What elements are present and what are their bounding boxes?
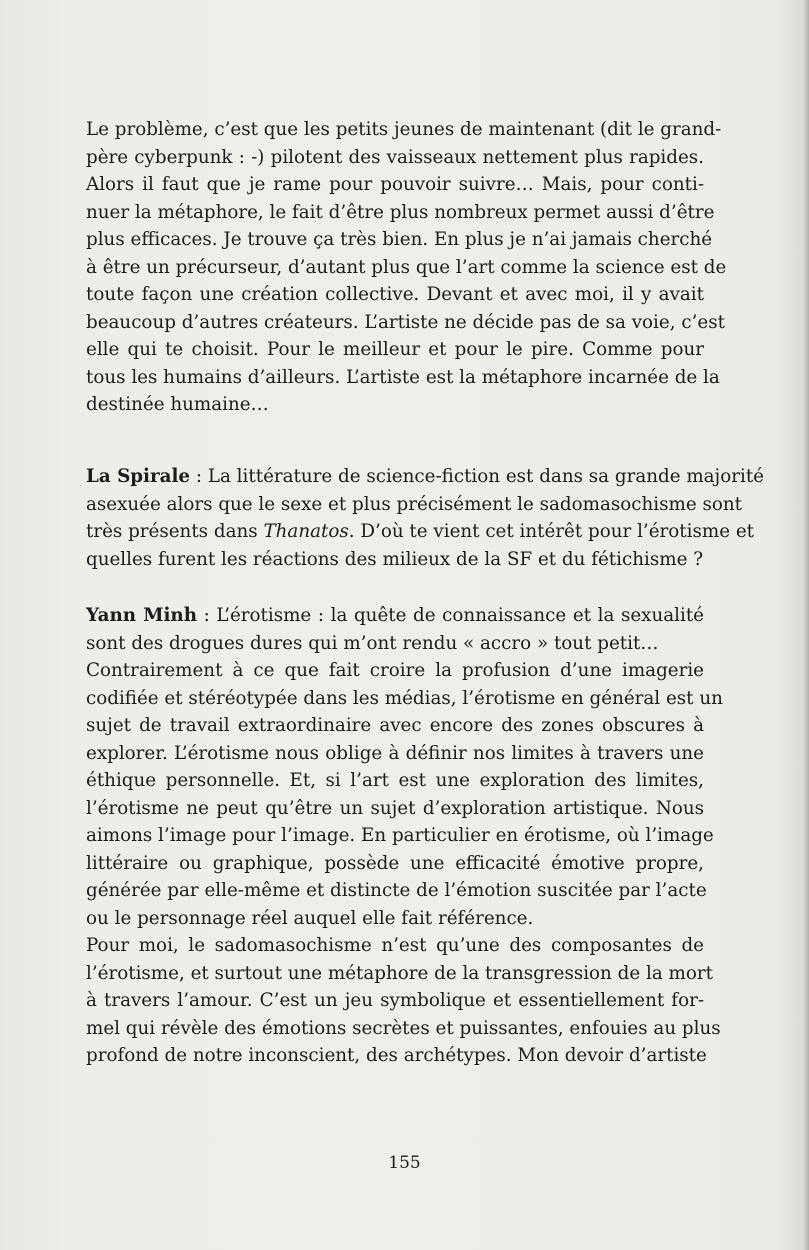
text-line: sont des drogues dures qui m’ont rendu « accro » tout petit…: [86, 632, 659, 654]
text-line: elle qui te choisit. Pour le meilleur et pour le pire. Comme pour: [86, 339, 704, 360]
text-line: l’érotisme ne peut qu’être un sujet d’exploration artistique. Nous: [86, 797, 704, 819]
speaker-name: Yann Minh: [86, 605, 197, 626]
answer-paragraph: [86, 602, 723, 1070]
text-line: beaucoup d’autres créateurs. L’artiste ne décide pas de sa voie, c’est: [86, 311, 725, 333]
paragraph-1: [86, 116, 727, 419]
text-line: plus efficaces. Je trouve ça très bien. En plus je n’ai jamais cherché: [86, 229, 713, 250]
text-line: [86, 602, 704, 630]
text-line: ou le personnage réel auquel elle fait référence.: [86, 907, 534, 929]
text-line: à travers l’amour. C’est un jeu symbolique et essentiellement for-: [86, 990, 704, 1011]
text-line: à être un précurseur, d’autant plus que l’art comme la science est de: [86, 256, 727, 278]
book-title: Thanatos: [263, 521, 349, 542]
page-edge-shadow: [803, 0, 809, 1250]
text-line: aimons l’image pour l’image. En particulier en érotisme, où l’image: [86, 825, 714, 846]
text-line: Contrairement à ce que fait croire la profusion d’une imagerie: [86, 660, 704, 681]
text-line: père cyberpunk : -) pilotent des vaisseaux nettement plus rapides.: [86, 146, 704, 168]
text-span: très présents dans: [86, 521, 264, 542]
text-line: [86, 463, 764, 491]
text-line: nuer la métaphore, le fait d’être plus nombreux permet aussi d’être: [86, 201, 715, 223]
text-line: sujet de travail extraordinaire avec encore des zones obscures à: [86, 715, 704, 736]
text-line: l’érotisme, et surtout une métaphore de la transgression de la mort: [86, 962, 713, 984]
text-line: destinée humaine…: [86, 394, 269, 415]
text-line: [86, 518, 754, 546]
text-line: littéraire ou graphique, possède une efficacité émotive propre,: [86, 852, 704, 874]
text-line: explorer. L’érotisme nous oblige à définir nos limites à travers une: [86, 742, 704, 764]
text-line: mel qui révèle des émotions secrètes et puissantes, enfouies au plus: [86, 1017, 721, 1039]
text-span: . D’où te vient cet intérêt pour l’érotisme et: [348, 521, 754, 542]
text-line: toute façon une création collective. Devant et avec moi, il y avait: [86, 284, 704, 305]
text-span: : L’érotisme : la quête de connaissance et la sexualité: [197, 605, 704, 626]
text-line: codifiée et stéréotypée dans les médias, l’érotisme en général est un: [86, 687, 723, 709]
text-span: : La littérature de science-fiction est dans sa grande majorité: [190, 466, 764, 487]
text-line: quelles furent les réactions des milieux de la SF et du fétichisme ?: [86, 548, 704, 570]
text-line: profond de notre inconscient, des archétypes. Mon devoir d’artiste: [86, 1045, 707, 1066]
text-line: asexuée alors que le sexe et plus précisément le sadomasochisme sont: [86, 493, 742, 515]
text-line: éthique personnelle. Et, si l’art est une exploration des limites,: [86, 770, 704, 791]
text-line: générée par elle-même et distincte de l’émotion suscitée par l’acte: [86, 880, 707, 901]
text-line: Pour moi, le sadomasochisme n’est qu’une des composantes de: [86, 935, 704, 956]
question-paragraph: [86, 463, 764, 573]
text-line: Alors il faut que je rame pour pouvoir suivre… Mais, pour conti-: [86, 174, 704, 195]
speaker-name: La Spirale: [86, 466, 191, 487]
text-line: Le problème, c’est que les petits jeunes de maintenant (dit le grand-: [86, 119, 722, 140]
text-line: tous les humains d’ailleurs. L’artiste est la métaphore incarnée de la: [86, 366, 720, 388]
page-number: 155: [388, 1153, 421, 1173]
